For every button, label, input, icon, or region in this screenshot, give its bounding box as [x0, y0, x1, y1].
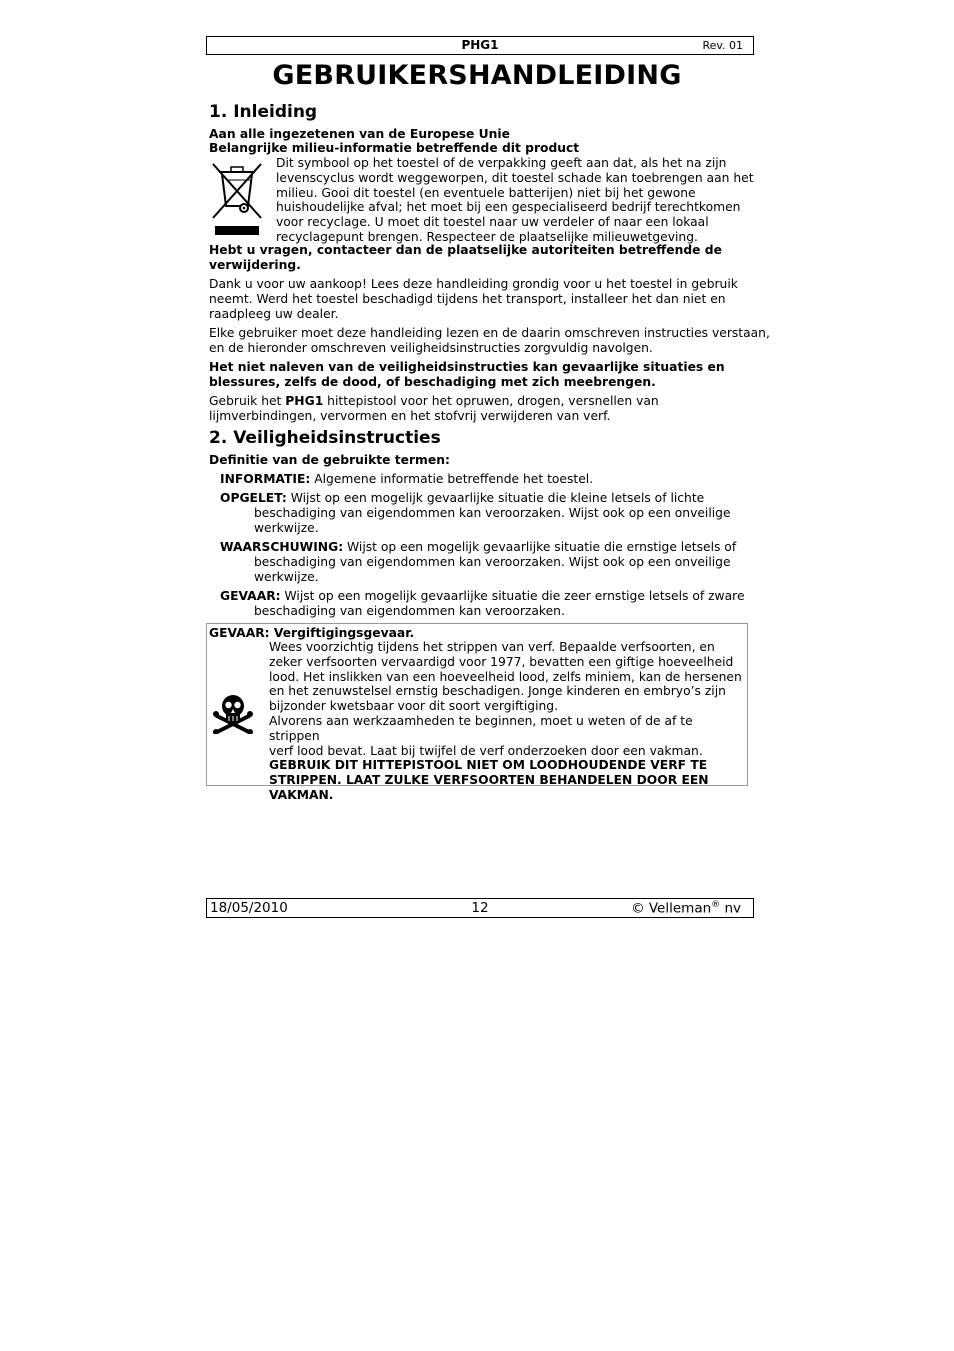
thanks-line: neemt. Werd het toestel beschadigd tijdens het transport, installeer het dan niet en: [209, 291, 726, 306]
weee-line: milieu. Gooi dit toestel (en eventuele batterijen) niet bij het gewone: [276, 185, 696, 200]
danger-title: GEVAAR: Vergiftigingsgevaar.: [209, 626, 415, 640]
weee-bin-icon: [209, 160, 265, 238]
footer-date: 18/05/2010: [210, 900, 288, 916]
footer-copyright: [631, 900, 741, 917]
weee-line: huishoudelijke afval; het moet bij een gespecialiseerd bedrijf terechtkomen: [276, 200, 741, 215]
definition-text: beschadiging van eigendommen kan veroorzaken. Wijst ook op een onveilige: [254, 505, 731, 520]
users-line: en de hieronder omschreven veiligheidsinstructies zorgvuldig navolgen.: [209, 340, 653, 355]
safety-warning-line: blessures, zelfs de dood, of beschadiging met zich meebrengen.: [209, 374, 656, 389]
header-model: PHG1: [461, 38, 499, 52]
danger-line: Wees voorzichtig tijdens het strippen van verf. Bepaalde verfsoorten, en: [269, 640, 715, 654]
definition-text: werkwijze.: [254, 569, 319, 584]
definition-term: INFORMATIE:: [220, 472, 311, 486]
definition-text: Wijst op een mogelijk gevaarlijke situatie die ernstige letsels of: [343, 540, 737, 554]
users-line: Elke gebruiker moet deze handleiding lezen en de daarin omschreven instructies verstaan,: [209, 326, 770, 340]
definition-term: OPGELET:: [220, 491, 287, 505]
definition-text: Algemene informatie betreffende het toestel.: [310, 472, 594, 486]
page-title: GEBRUIKERSHANDLEIDING: [272, 60, 682, 91]
contact-line: verwijdering.: [209, 257, 301, 272]
usage-rest: hittepistool voor het opruwen, drogen, versnellen van: [323, 394, 659, 408]
page-number: 12: [471, 900, 489, 916]
thanks-paragraph: [209, 277, 738, 321]
safety-warning-line: Het niet naleven van de veiligheidsinstructies kan gevaarlijke situaties en: [209, 360, 725, 374]
contact-line: Hebt u vragen, contacteer dan de plaatselijke autoriteiten betreffende de: [209, 243, 722, 257]
weee-line: levenscyclus wordt weggeworpen, dit toestel schade kan toebrengen aan het: [276, 170, 754, 185]
definition-text: Wijst op een mogelijk gevaarlijke situatie die zeer ernstige letsels of zware: [280, 589, 745, 603]
contact-note: [209, 243, 722, 273]
definitions-title: Definitie van de gebruikte termen:: [209, 453, 450, 467]
definition-text: Wijst op een mogelijk gevaarlijke situatie die kleine letsels of lichte: [286, 491, 705, 505]
usage-line2: lijmverbindingen, vervormen en het stofvrij verwijderen van verf.: [209, 408, 611, 423]
definition-gevaar: [220, 589, 745, 619]
header-revision: Rev. 01: [702, 39, 743, 52]
definition-opgelet: [220, 491, 731, 535]
weee-line: voor recyclage. U moet dit toestel naar uw verdeler of naar een lokaal: [276, 215, 709, 230]
danger-bold-line: VAKMAN.: [269, 787, 334, 802]
definition-term: GEVAAR:: [220, 589, 281, 603]
weee-line: recyclagepunt brengen. Respecteer de plaatselijke milieuwetgeving.: [276, 229, 698, 244]
page-footer: [206, 898, 754, 918]
definition-text: werkwijze.: [254, 520, 319, 535]
thanks-line: raadpleeg uw dealer.: [209, 306, 339, 321]
danger-body: [269, 640, 747, 803]
section-heading-veiligheid: 2. Veiligheidsinstructies: [209, 428, 441, 448]
thanks-line: Dank u voor uw aankoop! Lees deze handleiding grondig voor u het toestel in gebruik: [209, 277, 738, 291]
definition-term: WAARSCHUWING:: [220, 540, 344, 554]
copyright-brand: © Velleman: [631, 900, 712, 917]
weee-line: Dit symbool op het toestel of de verpakking geeft aan dat, als het na zijn: [276, 156, 727, 170]
definition-informatie: [220, 472, 593, 487]
danger-line: zeker verfsoorten vervaardigd voor 1977, bevatten een giftige hoeveelheid: [269, 654, 734, 669]
skull-crossbones-icon: [212, 692, 254, 734]
danger-line: verf lood bevat. Laat bij twijfel de verf onderzoeken door een vakman.: [269, 743, 703, 758]
weee-text: [276, 156, 754, 245]
danger-line: Alvorens aan werkzaamheden te beginnen, moet u weten of de af te strippen: [269, 713, 693, 743]
danger-line: bijzonder kwetsbaar voor dit soort vergiftiging.: [269, 699, 559, 714]
usage-paragraph: [209, 394, 659, 424]
users-paragraph: [209, 326, 770, 356]
safety-warning-paragraph: [209, 360, 725, 390]
section-heading-inleiding: 1. Inleiding: [209, 102, 318, 122]
eu-subtitle: Belangrijke milieu-informatie betreffende dit product: [209, 141, 580, 155]
danger-line: lood. Het inslikken van een hoeveelheid lood, zelfs miniem, kan de hersenen: [269, 669, 742, 684]
usage-prefix: Gebruik het: [209, 394, 286, 408]
page-header: [206, 36, 754, 55]
danger-box: [206, 623, 748, 802]
eu-title: Aan alle ingezetenen van de Europese Unie: [209, 127, 510, 141]
copyright-suffix: nv: [720, 900, 741, 917]
definition-text: beschadiging van eigendommen kan veroorzaken. Wijst ook op een onveilige: [254, 554, 731, 569]
definition-text: beschadiging van eigendommen kan veroorzaken.: [254, 603, 565, 618]
usage-model: PHG1: [285, 394, 324, 408]
definition-waarschuwing: [220, 540, 736, 584]
danger-line: en het zenuwstelsel ernstig beschadigen. Jonge kinderen en embryo’s zijn: [269, 684, 726, 699]
registered-mark: ®: [711, 900, 721, 910]
danger-bold-line: STRIPPEN. LAAT ZULKE VERFSOORTEN BEHANDELEN DOOR EEN: [269, 773, 709, 788]
danger-bold-line: GEBRUIK DIT HITTEPISTOOL NIET OM LOODHOUDENDE VERF TE: [269, 758, 708, 773]
